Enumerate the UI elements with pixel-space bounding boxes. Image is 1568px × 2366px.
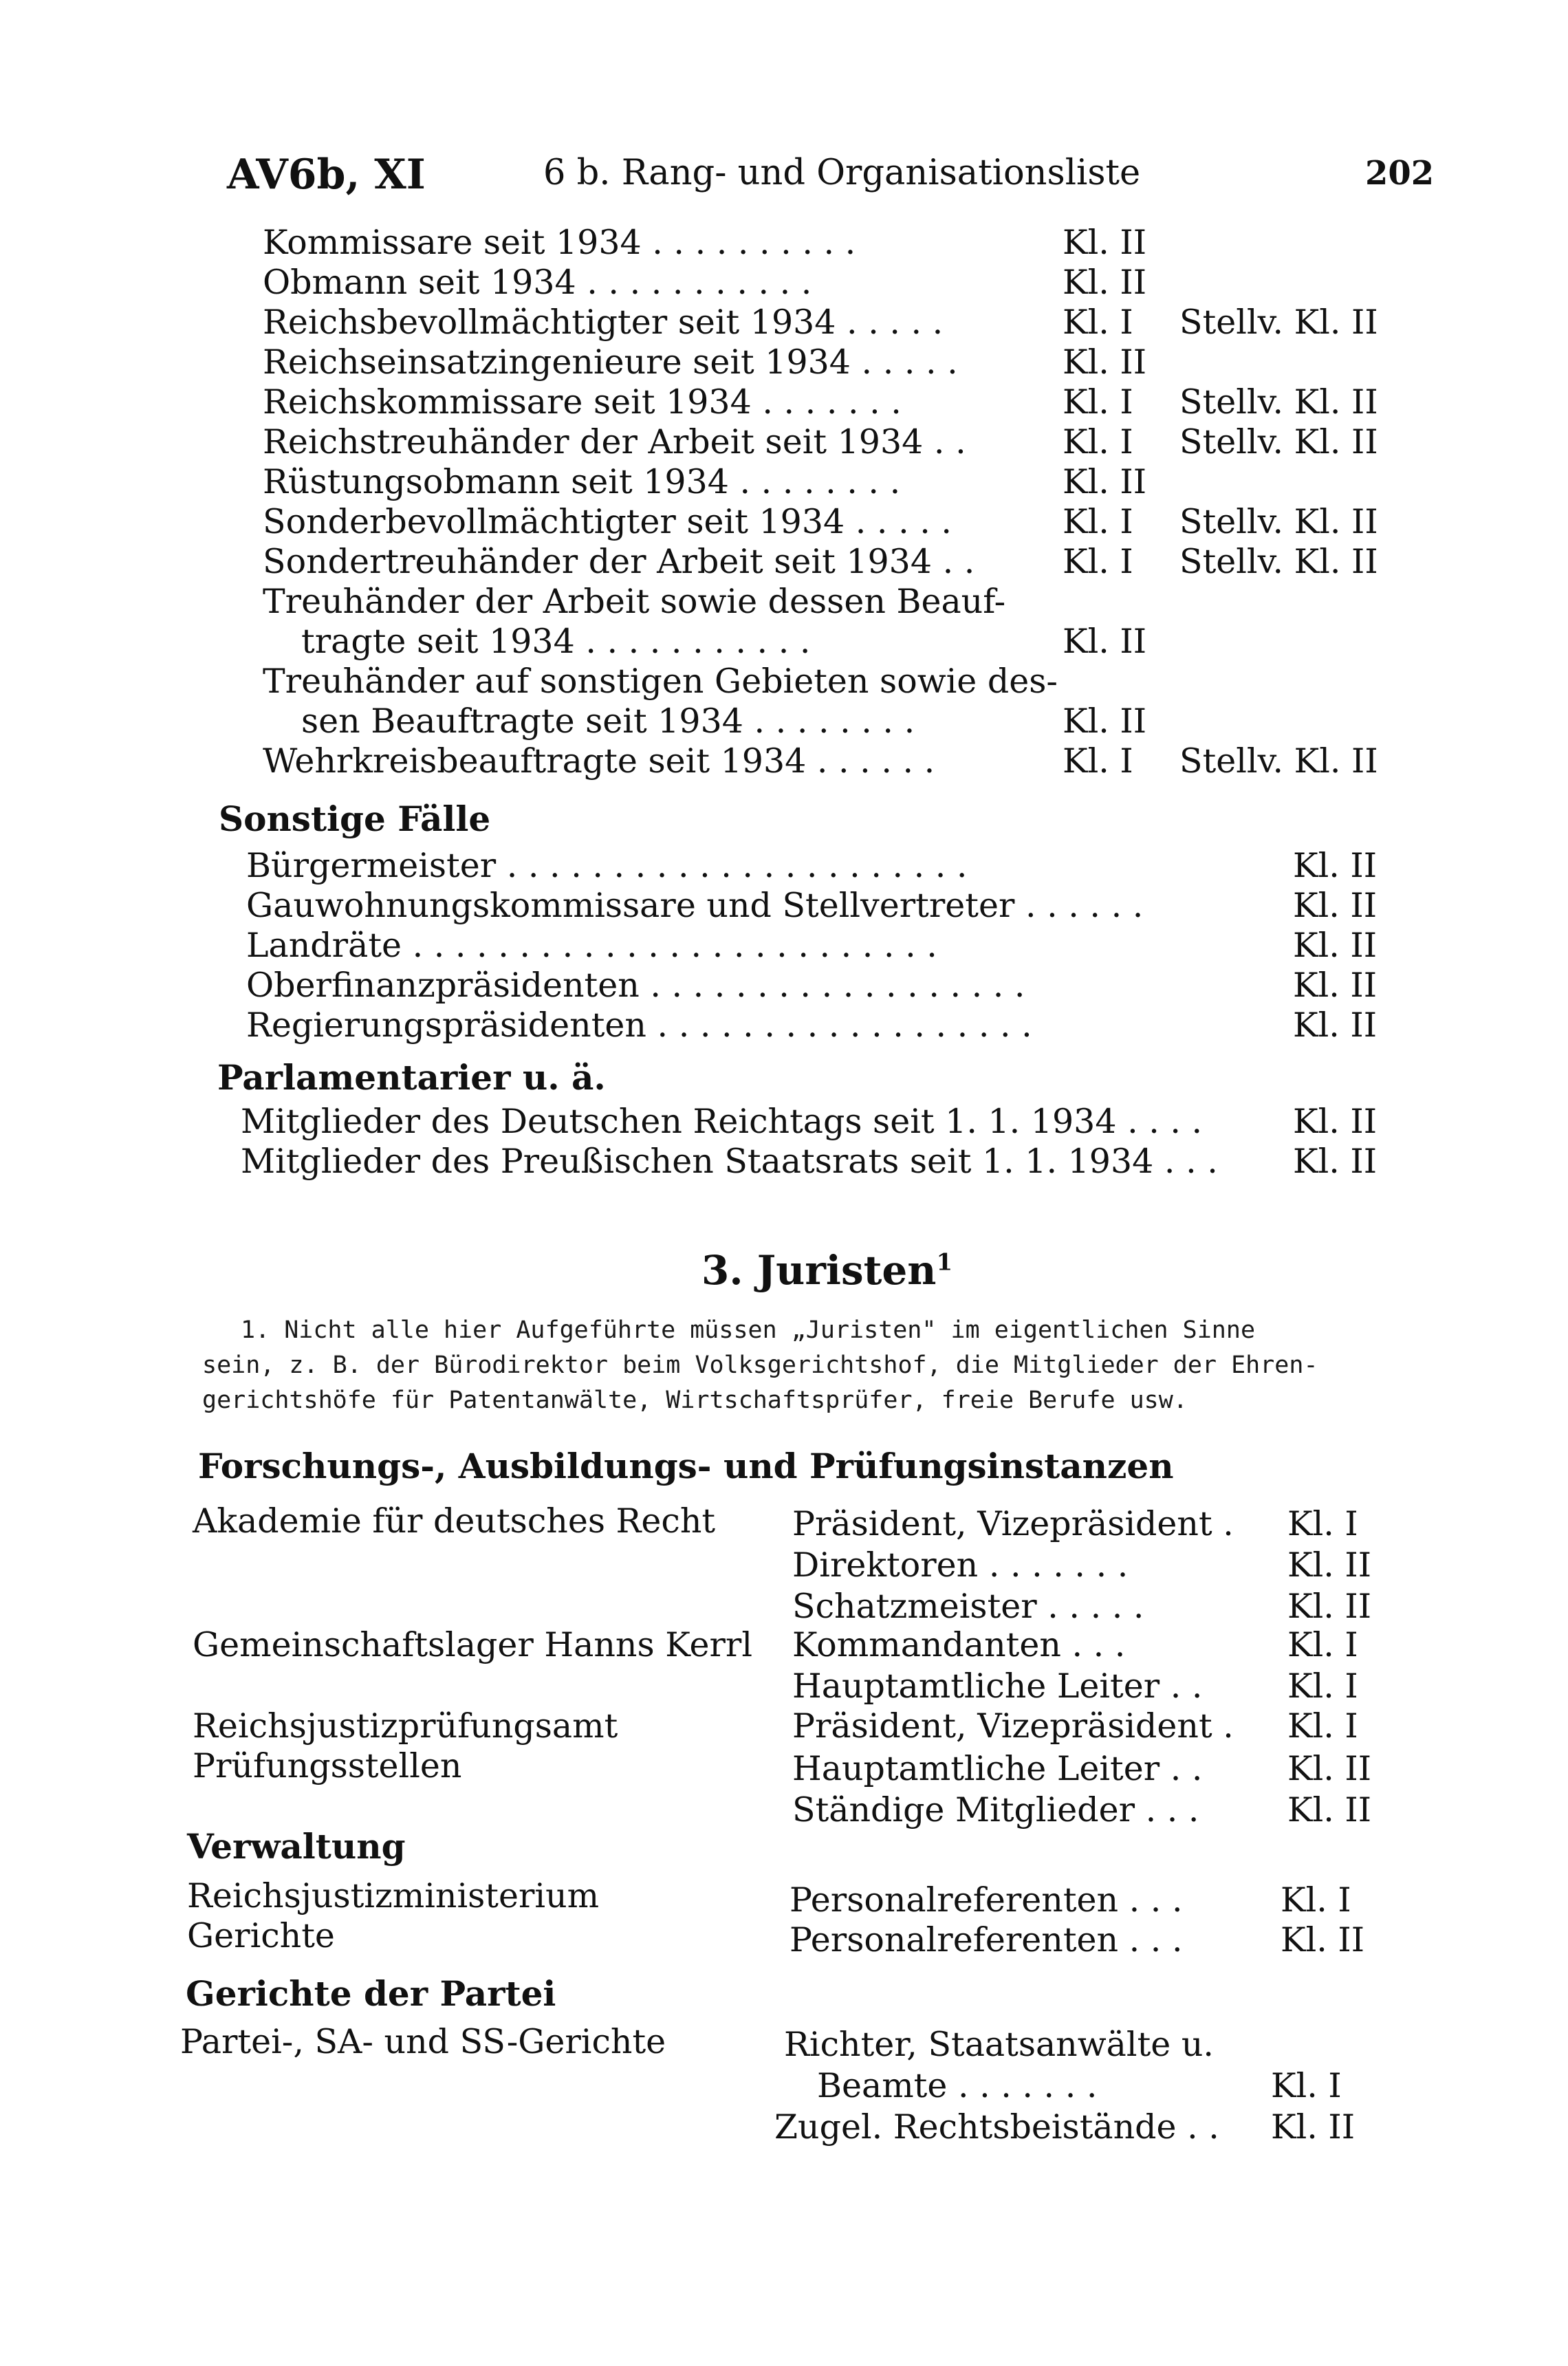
institution: Gerichte bbox=[187, 1916, 335, 1955]
stellv-label: Stellv. Kl. II bbox=[1179, 382, 1378, 422]
role: Hauptamtliche Leiter . . bbox=[792, 1667, 1203, 1706]
class-label: Kl. I bbox=[1063, 741, 1133, 781]
footnote-marker: 1 bbox=[936, 1248, 953, 1277]
class-label: Kl. II bbox=[1271, 2107, 1355, 2147]
list-item: Landräte . . . . . . . . . . . . . . . . . . . . . . . . . bbox=[246, 926, 937, 965]
role: Schatzmeister . . . . . bbox=[792, 1587, 1144, 1626]
class-label: Kl. II bbox=[1063, 343, 1147, 382]
page-number: 202 bbox=[1365, 154, 1435, 193]
institution-reichsjustizpruefungsamt: Reichsjustizprüfungsamt bbox=[193, 1706, 618, 1746]
stellv-label: Stellv. Kl. II bbox=[1179, 502, 1378, 541]
section-heading-sonstige: Sonstige Fälle bbox=[219, 799, 491, 839]
footnote-line: gerichtshöfe für Patentanwälte, Wirtschaftsprüfer, freie Berufe usw. bbox=[202, 1387, 1188, 1414]
class-label: Kl. I bbox=[1287, 1667, 1358, 1706]
class-label: Kl. II bbox=[1293, 846, 1378, 885]
institution: Reichsjustizministerium bbox=[187, 1876, 600, 1915]
list-item: Reichsbevollmächtigter seit 1934 . . . . . bbox=[263, 303, 944, 342]
stellv-label: Stellv. Kl. II bbox=[1179, 303, 1378, 342]
list-item: Reichstreuhänder der Arbeit seit 1934 . . bbox=[263, 422, 966, 462]
role: Ständige Mitglieder . . . bbox=[792, 1790, 1199, 1830]
institution-akademie: Akademie für deutsches Recht bbox=[193, 1501, 716, 1541]
list-item: Oberfinanzpräsidenten . . . . . . . . . . . . . . . . . . bbox=[246, 966, 1025, 1005]
role: Präsident, Vizepräsident . bbox=[792, 1706, 1234, 1746]
section-heading-parlamentarier: Parlamentarier u. ä. bbox=[217, 1057, 606, 1098]
list-item: Bürgermeister . . . . . . . . . . . . . . . . . . . . . . bbox=[246, 846, 968, 885]
list-item: Regierungspräsidenten . . . . . . . . . . . . . . . . . . bbox=[246, 1006, 1032, 1045]
role: Personalreferenten . . . bbox=[790, 1920, 1183, 1960]
institution-pruefungsstellen: Prüfungsstellen bbox=[193, 1746, 462, 1786]
role-continuation: Beamte . . . . . . . bbox=[817, 2066, 1098, 2105]
class-label: Kl. I bbox=[1063, 542, 1133, 581]
class-label: Kl. I bbox=[1063, 422, 1133, 462]
list-item: Reichseinsatzingenieure seit 1934 . . . . . bbox=[263, 343, 958, 382]
section-heading-forschung: Forschungs-, Ausbildungs- und Prüfungsinstanzen bbox=[198, 1446, 1174, 1486]
institution-gemeinschaftslager: Gemeinschaftslager Hanns Kerrl bbox=[193, 1625, 753, 1664]
class-label: Kl. II bbox=[1063, 622, 1147, 661]
class-label: Kl. II bbox=[1293, 1006, 1378, 1045]
class-label: Kl. II bbox=[1063, 223, 1147, 262]
section-heading-gerichte-partei: Gerichte der Partei bbox=[186, 1973, 556, 2014]
list-item: Treuhänder auf sonstigen Gebieten sowie des- bbox=[263, 662, 1058, 701]
class-label: Kl. II bbox=[1281, 1920, 1365, 1960]
class-label: Kl. I bbox=[1063, 502, 1133, 541]
class-label: Kl. I bbox=[1287, 1706, 1358, 1746]
class-label: Kl. II bbox=[1063, 263, 1147, 302]
role: Präsident, Vizepräsident . bbox=[792, 1504, 1234, 1543]
class-label: Kl. I bbox=[1063, 303, 1133, 342]
list-item: Wehrkreisbeauftragte seit 1934 . . . . . . bbox=[263, 741, 935, 781]
class-label: Kl. I bbox=[1281, 1880, 1351, 1920]
class-label: Kl. II bbox=[1063, 462, 1147, 501]
footnote-line: 1. Nicht alle hier Aufgeführte müssen „Juristen" im eigentlichen Sinne bbox=[241, 1316, 1256, 1344]
list-item: Rüstungsobmann seit 1934 . . . . . . . . bbox=[263, 462, 901, 501]
class-label: Kl. II bbox=[1293, 1142, 1378, 1181]
list-item: Gauwohnungskommissare und Stellvertreter . . . . . . bbox=[246, 886, 1144, 925]
list-item-continuation: sen Beauftragte seit 1934 . . . . . . . . bbox=[301, 702, 915, 741]
class-label: Kl. II bbox=[1063, 702, 1147, 741]
class-label: Kl. I bbox=[1271, 2066, 1342, 2105]
role: Zugel. Rechtsbeistände . . bbox=[774, 2107, 1219, 2147]
header-left: AV6b, XI bbox=[227, 151, 426, 199]
list-item: Sonderbevollmächtigter seit 1934 . . . . . bbox=[263, 502, 952, 541]
list-item: Treuhänder der Arbeit sowie dessen Beauf- bbox=[263, 582, 1006, 621]
footnote-line: sein, z. B. der Bürodirektor beim Volksgerichtshof, die Mitglieder der Ehren- bbox=[202, 1352, 1318, 1379]
list-item: Sondertreuhänder der Arbeit seit 1934 . . bbox=[263, 542, 975, 581]
section-heading-verwaltung: Verwaltung bbox=[187, 1826, 406, 1867]
role: Richter, Staatsanwälte u. bbox=[784, 2025, 1214, 2064]
list-item-continuation: tragte seit 1934 . . . . . . . . . . . bbox=[301, 622, 811, 661]
institution: Partei-, SA- und SS-Gerichte bbox=[180, 2022, 666, 2061]
list-item: Mitglieder des Preußischen Staatsrats seit 1. 1. 1934 . . . bbox=[241, 1142, 1218, 1181]
role: Hauptamtliche Leiter . . bbox=[792, 1749, 1203, 1788]
class-label: Kl. II bbox=[1293, 966, 1378, 1005]
list-item: Reichskommissare seit 1934 . . . . . . . bbox=[263, 382, 902, 422]
stellv-label: Stellv. Kl. II bbox=[1179, 422, 1378, 462]
list-item: Mitglieder des Deutschen Reichtags seit 1. 1. 1934 . . . . bbox=[241, 1102, 1203, 1141]
class-label: Kl. II bbox=[1293, 926, 1378, 965]
class-label: Kl. II bbox=[1287, 1790, 1372, 1830]
class-label: Kl. II bbox=[1293, 886, 1378, 925]
header-center: 6 b. Rang- und Organisationsliste bbox=[543, 153, 1141, 193]
class-label: Kl. I bbox=[1063, 382, 1133, 422]
list-item: Kommissare seit 1934 . . . . . . . . . . bbox=[263, 223, 856, 262]
list-item: Obmann seit 1934 . . . . . . . . . . . bbox=[263, 263, 812, 302]
class-label: Kl. II bbox=[1287, 1749, 1372, 1788]
class-label: Kl. II bbox=[1293, 1102, 1378, 1141]
role: Kommandanten . . . bbox=[792, 1625, 1126, 1664]
role: Direktoren . . . . . . . bbox=[792, 1545, 1129, 1585]
stellv-label: Stellv. Kl. II bbox=[1179, 741, 1378, 781]
class-label: Kl. I bbox=[1287, 1625, 1358, 1664]
class-label: Kl. I bbox=[1287, 1504, 1358, 1543]
class-label: Kl. II bbox=[1287, 1545, 1372, 1585]
role: Personalreferenten . . . bbox=[790, 1880, 1183, 1920]
section-title-juristen: 3. Juristen$^1$ bbox=[701, 1247, 953, 1294]
stellv-label: Stellv. Kl. II bbox=[1179, 542, 1378, 581]
class-label: Kl. II bbox=[1287, 1587, 1372, 1626]
